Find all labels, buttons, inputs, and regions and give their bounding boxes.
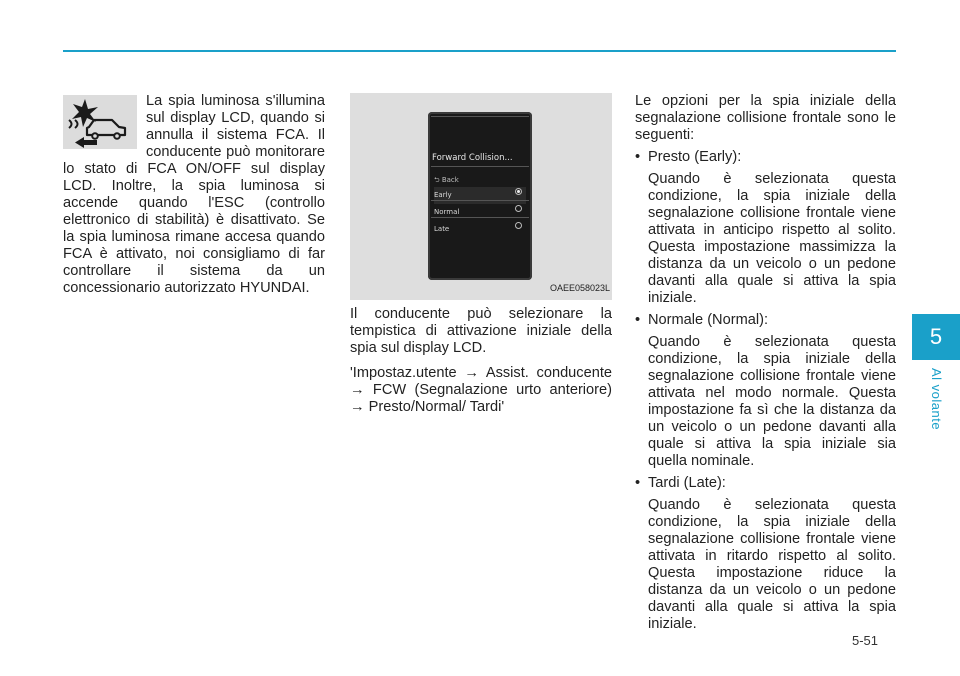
chapter-number-tab: 5 — [912, 314, 960, 360]
page-number: 5-51 — [852, 633, 879, 648]
option-late[interactable] — [434, 221, 526, 238]
bullet-early: • Presto (Early): — [635, 149, 896, 166]
options-intro: Le opzioni per la spia iniziale della segnalazione collisione frontale sono le seguenti: — [635, 93, 896, 143]
option-label: Early — [434, 191, 452, 199]
late-description: Quando è selezionata questa condizione, la spia iniziale della segnalazione collisione frontale viene attivata in ritardo rispetto al solito. Questa impostazione riduce la distanza da un veicolo o un pedone davanti alla quale si attiva la spia iniziale. — [648, 497, 896, 632]
option-label: Normal — [434, 208, 460, 216]
screen-divider — [431, 116, 529, 117]
lcd-screen — [428, 112, 532, 280]
normal-description: Quando è selezionata questa condizione, la spia iniziale della segnalazione collisione frontale viene attivata nel modo normale. Questa impostazione fa sì che la distanza da un veicolo o un pedone davanti alla quale si attiva la spia iniziale sia quella nominale. — [648, 334, 896, 469]
screen-divider — [431, 217, 529, 218]
column-left — [63, 93, 325, 297]
option-label: Late — [434, 225, 450, 233]
forward-collision-warning-icon — [63, 95, 137, 149]
fca-indicator-text: La spia luminosa s'illumina sul display LCD, quando si annulla il sistema FCA. Il conducente può monitorare lo stato di FCA ON/OFF sul display LCD. Inoltre, la spia luminosa si accende quando l'ESC (controllo elettronico di stabilità) è disattivato. Se la spia luminosa rimane accesa quando FCA è attivato, noi consigliamo di far controllare il sistema da un concessionario autorizzato HYUNDAI. — [63, 93, 325, 296]
radio-selected-icon — [515, 188, 522, 195]
option-early[interactable] — [434, 187, 526, 204]
chapter-name: Al volante — [929, 368, 944, 431]
screen-divider — [431, 166, 529, 167]
selection-text: Il conducente può selezionare la tempistica di attivazione iniziale della spia sul display LCD. — [350, 306, 612, 356]
option-normal[interactable] — [434, 204, 526, 221]
back-arrow-icon: ⮌ — [434, 176, 440, 184]
column-middle — [350, 93, 612, 416]
radio-icon — [515, 222, 522, 229]
early-description: Quando è selezionata questa condizione, la spia iniziale della segnalazione collisione frontale viene attivata in anticipo rispetto al solito. Questa impostazione massimizza la distanza da un veicolo o un pedone davanti alla quale si attiva la spia iniziale. — [648, 171, 896, 306]
header-rule — [63, 50, 896, 52]
figure-code: OAEE058023L — [549, 283, 610, 293]
screen-divider — [431, 200, 529, 201]
lcd-figure — [350, 93, 612, 300]
radio-icon — [515, 205, 522, 212]
bullet-late: • Tardi (Late): — [635, 475, 896, 492]
menu-path-text: 'Impostaz.utente → Assist. conducente → FCW (Segnalazione urto anteriore) → Presto/Normal/ Tardi' — [350, 365, 612, 415]
column-right — [635, 93, 896, 633]
bullet-normal: • Normale (Normal): — [635, 312, 896, 329]
back-label: Back — [441, 176, 459, 184]
screen-title: Forward Collision... — [432, 153, 513, 163]
